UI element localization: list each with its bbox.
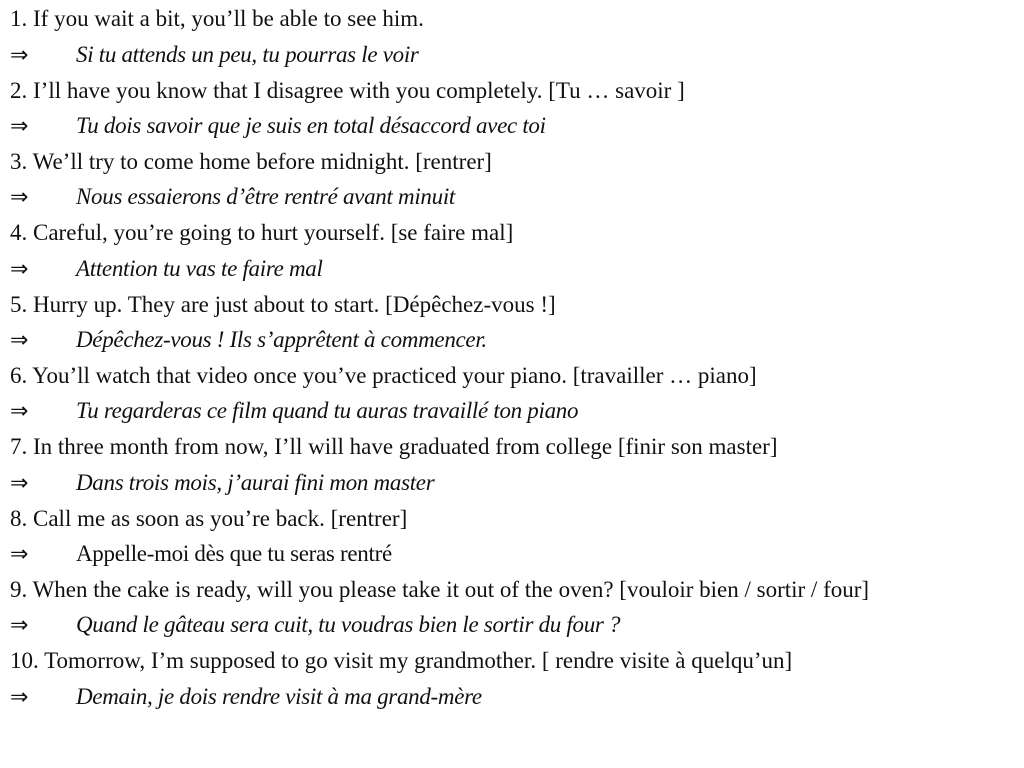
prompt-10: 10. Tomorrow, I’m supposed to go visit my grandmother. [ rendre visite à quelqu’un] <box>10 648 793 673</box>
answer-text: Tu dois savoir que je suis en total désaccord avec toi <box>76 113 546 138</box>
answer-6 <box>10 396 578 427</box>
arrow-icon: ⇒ <box>10 613 29 638</box>
answer-10 <box>10 682 482 713</box>
answer-1 <box>10 40 419 71</box>
prompt-7: 7. In three month from now, I’ll will have graduated from college [finir son master] <box>10 434 778 459</box>
arrow-icon: ⇒ <box>10 542 29 567</box>
answer-text: Nous essaierons d’être rentré avant minuit <box>76 184 455 209</box>
answer-text: Appelle-moi dès que tu seras rentré <box>76 541 392 566</box>
arrow-icon: ⇒ <box>10 328 29 353</box>
answer-text: Dépêchez-vous ! Ils s’apprêtent à commencer. <box>76 327 487 352</box>
answer-3 <box>10 182 455 213</box>
prompt-9: 9. When the cake is ready, will you please take it out of the oven? [vouloir bien / sortir / four] <box>10 577 870 602</box>
answer-text: Tu regarderas ce film quand tu auras travaillé ton piano <box>76 398 579 423</box>
arrow-icon: ⇒ <box>10 399 29 424</box>
prompt-5: 5. Hurry up. They are just about to start. [Dépêchez-vous !] <box>10 292 556 317</box>
prompt-1: 1. If you wait a bit, you’ll be able to see him. <box>10 6 424 31</box>
prompt-8: 8. Call me as soon as you’re back. [rentrer] <box>10 506 408 531</box>
arrow-icon: ⇒ <box>10 43 29 68</box>
arrow-icon: ⇒ <box>10 185 29 210</box>
answer-4 <box>10 254 323 285</box>
answer-text: Quand le gâteau sera cuit, tu voudras bien le sortir du four ? <box>76 612 621 637</box>
answer-8 <box>10 539 392 570</box>
answer-5 <box>10 325 487 356</box>
prompt-4: 4. Careful, you’re going to hurt yourself. [se faire mal] <box>10 220 514 245</box>
answer-text: Demain, je dois rendre visit à ma grand-mère <box>76 684 482 709</box>
arrow-icon: ⇒ <box>10 685 29 710</box>
arrow-icon: ⇒ <box>10 471 29 496</box>
answer-2 <box>10 111 546 142</box>
answer-text: Attention tu vas te faire mal <box>76 256 323 281</box>
answer-text: Dans trois mois, j’aurai fini mon master <box>76 470 435 495</box>
answer-9 <box>10 610 620 641</box>
arrow-icon: ⇒ <box>10 257 29 282</box>
prompt-6: 6. You’ll watch that video once you’ve practiced your piano. [travailler … piano] <box>10 363 757 388</box>
prompt-2: 2. I’ll have you know that I disagree with you completely. [Tu … savoir ] <box>10 78 685 103</box>
answer-text: Si tu attends un peu, tu pourras le voir <box>76 42 419 67</box>
prompt-3: 3. We’ll try to come home before midnight. [rentrer] <box>10 149 492 174</box>
arrow-icon: ⇒ <box>10 114 29 139</box>
answer-7 <box>10 468 434 499</box>
